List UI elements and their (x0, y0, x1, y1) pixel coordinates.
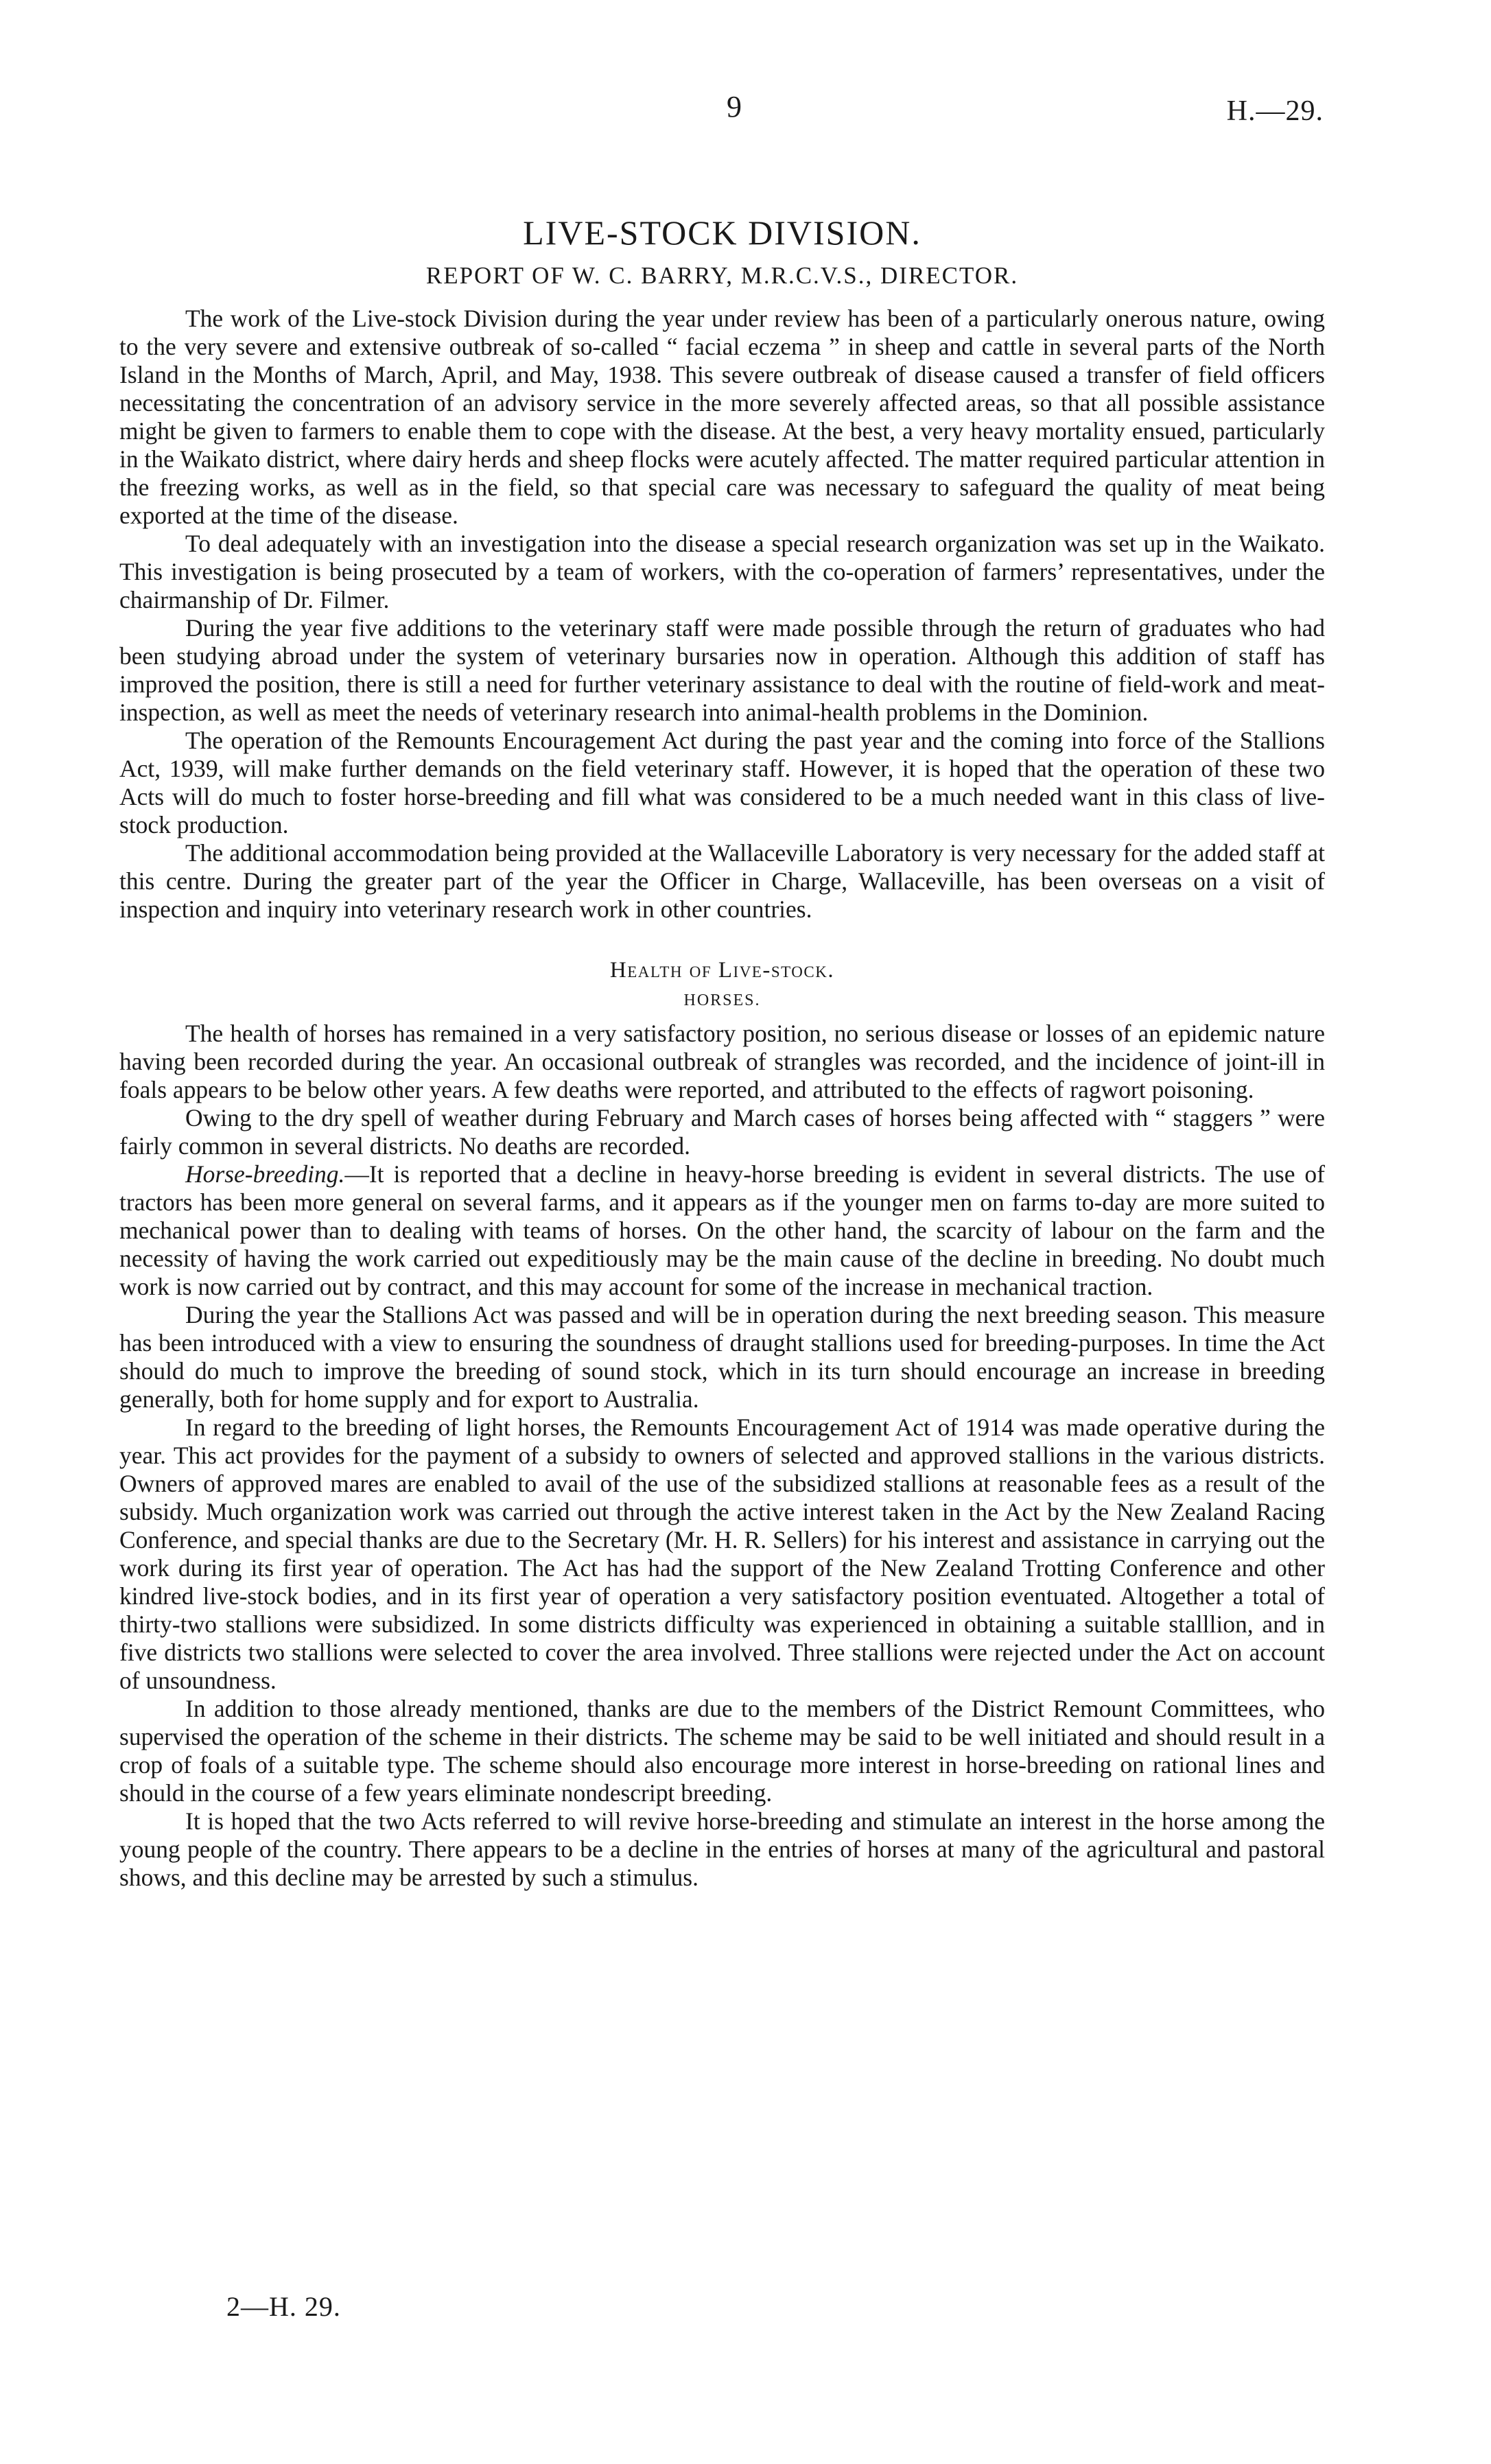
intro-paragraph: The work of the Live-stock Division during the year under review has been of a particularly onerous nature, owing to the very severe and extensive outbreak of so-called “ facial eczema ” in sheep and cattle in several parts of the North Island in the Months of March, April, and May, 1938. This severe outbreak of disease caused a transfer of field officers necessitating the concentration of an advisory service in the more severely affected areas, so that all possible assistance might be given to farmers to enable them to cope with the disease. At the best, a very heavy mortality ensued, particularly in the Waikato district, where dairy herds and sheep flocks were acutely affected. The matter required particular attention in the freezing works, as well as in the field, so that special care was necessary to safeguard the quality of meat being exported at the time of the disease. (119, 305, 1325, 529)
horses-paragraph: In addition to those already mentioned, thanks are due to the members of the District Remount Committees, who supervised the operation of the scheme in their districts. The scheme may be said to be well initiated and should result in a crop of foals of a suitable type. The scheme should also encourage more interest in horse-breeding on rational lines and should in the course of a few years eliminate nondescript breeding. (119, 1695, 1325, 1807)
subsection-heading-horses: HORSES. (683, 992, 761, 1009)
report-body (119, 213, 1325, 1892)
division-title: LIVE-STOCK DIVISION. (523, 213, 921, 252)
horse-breeding-lead: Horse-breeding. (185, 1160, 345, 1188)
horses-paragraph: During the year the Stallions Act was passed and will be in operation during the next breeding season. This measure has been introduced with a view to ensuring the soundness of draught stallions used for breeding-purposes. In time the Act should do much to improve the breeding of sound stock, which in its turn should encourage an increase in breeding generally, both for home supply and for export to Australia. (119, 1301, 1325, 1413)
section-heading-health: Health of Live-stock. (609, 958, 835, 983)
intro-paragraph: The additional accommodation being provided at the Wallaceville Laboratory is very necessary for the added staff at this centre. During the greater part of the year the Officer in Charge, Wallaceville, has been overseas on a visit of inspection and inquiry into veterinary research work in other countries. (119, 839, 1325, 923)
intro-paragraph: During the year five additions to the veterinary staff were made possible through the return of graduates who had been studying abroad under the system of veterinary bursaries now in operation. Although this addition of staff has improved the position, there is still a need for further veterinary assistance to deal with the routine of field-work and meat-inspection, as well as meet the needs of veterinary research into animal-health problems in the Dominion. (119, 614, 1325, 726)
signature-reference: 2—H. 29. (226, 2291, 341, 2322)
intro-paragraph: The operation of the Remounts Encouragement Act during the past year and the coming into force of the Stallions Act, 1939, will make further demands on the field veterinary staff. However, it is hoped that the operation of these two Acts will do much to foster horse-breeding and fill what was considered to be a much needed want in this class of live-stock production. (119, 727, 1325, 838)
horses-paragraph: The health of horses has remained in a very satisfactory position, no serious disease or losses of an epidemic nature having been recorded during the year. An occasional outbreak of strangles was recorded, and the incidence of joint-ill in foals appears to be below other years. A few deaths were reported, and attributed to the effects of ragwort poisoning. (119, 1020, 1325, 1103)
page-number: 9 (727, 90, 742, 124)
horse-breeding-paragraph (119, 1160, 1325, 1301)
report-title: REPORT OF W. C. BARRY, M.R.C.V.S., DIRECTOR. (425, 262, 1019, 289)
horse-breeding-text: —It is reported that a decline in heavy-horse breeding is evident in several districts. The use of tractors has been more general on several farms, and it appears as if the younger men on farms to-day are more suited to mechanical power than to dealing with teams of horses. On the other hand, the scarcity of labour on the farm and the necessity of having the work carried out expeditiously may be the main cause of the decline in breeding. No doubt much work is now carried out by contract, and this may account for some of the increase in mechanical traction. (119, 1160, 1325, 1300)
document-reference: H.—29. (1226, 95, 1324, 127)
horses-paragraph: In regard to the breeding of light horses, the Remounts Encouragement Act of 1914 was made operative during the year. This act provides for the payment of a subsidy to owners of selected and approved stallions in the various districts. Owners of approved mares are enabled to avail of the use of the subsidized stallions at reasonable fees as a result of the subsidy. Much organization work was carried out through the active interest taken in the Act by the New Zealand Racing Conference, and special thanks are due to the Secretary (Mr. H. R. Sellers) for his interest and assistance in carrying out the work during its first year of operation. The Act has had the support of the New Zealand Trotting Conference and other kindred live-stock bodies, and in its first year of operation a very satisfactory position eventuated. Altogether a total of thirty-two stallions were subsidized. In some districts difficulty was experienced in obtaining a suitable stalllion, and in five districts two stallions were selected to cover the area involved. Three stallions were rejected under the Act on account of unsoundness. (119, 1413, 1325, 1694)
horses-paragraph: It is hoped that the two Acts referred to will revive horse-breeding and stimulate an interest in the horse among the young people of the country. There appears to be a decline in the entries of horses at many of the agricultural and pastoral shows, and this decline may be arrested by such a stimulus. (119, 1807, 1325, 1891)
horses-paragraph: Owing to the dry spell of weather during February and March cases of horses being affected with “ staggers ” were fairly common in several districts. No deaths are recorded. (119, 1104, 1325, 1160)
intro-paragraph: To deal adequately with an investigation into the disease a special research organization was set up in the Waikato. This investigation is being prosecuted by a team of workers, with the co-operation of farmers’ representatives, under the chairmanship of Dr. Filmer. (119, 530, 1325, 613)
